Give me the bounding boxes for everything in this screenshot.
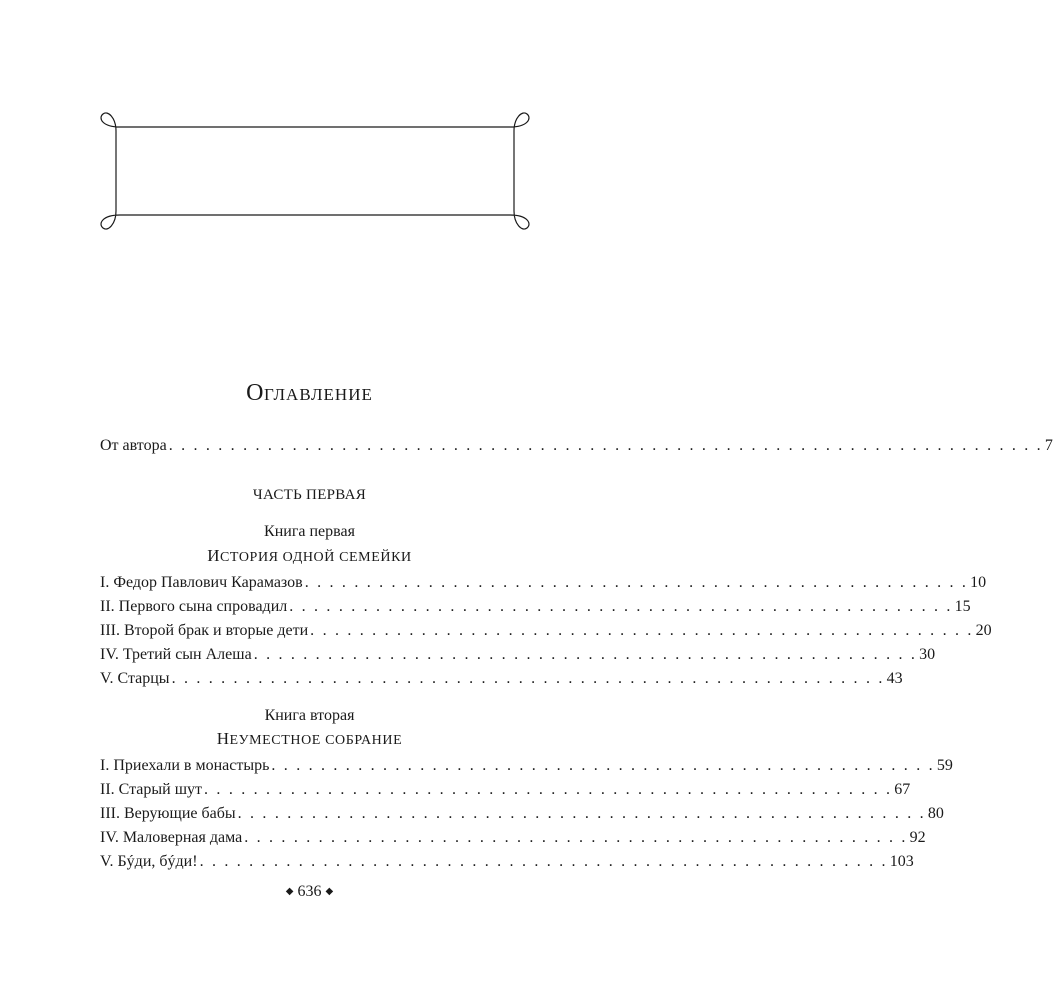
toc-entry-title: III. Верующие бабы bbox=[100, 805, 236, 822]
leader-dots: . . . . . . . . . . . . . . . . . . . . . . . . . . . . . . . . . . . . . . . . . . . . . . . . . . . . . . bbox=[304, 574, 969, 591]
book-label: Книга вторая bbox=[264, 707, 355, 724]
toc-entry-title: IV. Третий сын Алеша bbox=[100, 646, 252, 663]
leader-dots: . . . . . . . . . . . . . . . . . . . . . . . . . . . . . . . . . . . . . . . . . . . . . . . . . . . . . . bbox=[289, 598, 953, 615]
book-label: Книга первая bbox=[264, 523, 355, 540]
toc-entry-page: 43 bbox=[886, 670, 903, 687]
toc-entry[interactable] bbox=[100, 643, 936, 667]
toc-entry-title: I. Приехали в монастырь bbox=[100, 757, 270, 774]
toc-entry[interactable] bbox=[100, 754, 953, 778]
toc-entry-page: 20 bbox=[975, 622, 992, 639]
toc-entry[interactable] bbox=[100, 778, 911, 802]
book-title bbox=[0, 727, 619, 753]
toc-entry-page: 92 bbox=[909, 829, 926, 846]
toc-entry[interactable] bbox=[100, 667, 903, 691]
toc-entry-preface[interactable] bbox=[100, 434, 1053, 458]
toc-entry-page: 7 bbox=[1044, 437, 1053, 454]
book-title-rest: ЕУМЕСТНОЕ СОБРАНИЕ bbox=[229, 733, 403, 748]
leader-dots: . . . . . . . . . . . . . . . . . . . . . . . . . . . . . . . . . . . . . . . . . . . . . . . . . . . . . . bbox=[244, 829, 908, 846]
toc-entry-page: 30 bbox=[919, 646, 936, 663]
toc-entry-title: От автора bbox=[100, 437, 167, 454]
page-title-initial: О bbox=[246, 380, 264, 406]
toc-entry-title: I. Федор Павлович Карамазов bbox=[100, 574, 303, 591]
toc-entry[interactable] bbox=[100, 619, 992, 643]
decorative-frame bbox=[96, 100, 534, 240]
leader-dots: . . . . . . . . . . . . . . . . . . . . . . . . . . . . . . . . . . . . . . . . . . . . . . . . . . . . . . . . . . bbox=[171, 670, 885, 687]
book-title-initial: И bbox=[207, 546, 220, 565]
book-title-rest: СТОРИЯ ОДНОЙ СЕМЕЙКИ bbox=[219, 550, 412, 565]
toc-entry-page: 59 bbox=[936, 757, 953, 774]
part-heading: ЧАСТЬ ПЕРВАЯ bbox=[252, 487, 367, 503]
toc-entry[interactable] bbox=[100, 802, 944, 826]
leader-dots: . . . . . . . . . . . . . . . . . . . . . . . . . . . . . . . . . . . . . . . . . . . . . . . . . . . . . . bbox=[310, 622, 974, 639]
ornament-left-icon: ◆ bbox=[285, 886, 294, 898]
leader-dots: . . . . . . . . . . . . . . . . . . . . . . . . . . . . . . . . . . . . . . . . . . . . . . . . . . . . . . bbox=[271, 757, 935, 774]
toc-entry-title: III. Второй брак и вторые дети bbox=[100, 622, 309, 639]
leader-dots: . . . . . . . . . . . . . . . . . . . . . . . . . . . . . . . . . . . . . . . . . . . . . . . . . . . . . . bbox=[253, 646, 918, 663]
toc-entry-title: II. Первого сына спровадил bbox=[100, 598, 288, 615]
toc-entry-page: 80 bbox=[927, 805, 944, 822]
page-title-rest: ГЛАВЛЕНИЕ bbox=[263, 385, 373, 404]
leader-dots: . . . . . . . . . . . . . . . . . . . . . . . . . . . . . . . . . . . . . . . . . . . . . . . . . . . . . . . . bbox=[237, 805, 926, 822]
toc-entry-page: 67 bbox=[894, 781, 911, 798]
toc-entry[interactable] bbox=[100, 571, 987, 595]
page-footer bbox=[0, 880, 619, 904]
leader-dots: . . . . . . . . . . . . . . . . . . . . . . . . . . . . . . . . . . . . . . . . . . . . . . . . . . . . . . . . bbox=[204, 781, 893, 798]
toc-entry[interactable] bbox=[100, 595, 971, 619]
toc-entry[interactable] bbox=[100, 850, 914, 874]
leader-dots: . . . . . . . . . . . . . . . . . . . . . . . . . . . . . . . . . . . . . . . . . . . . . . . . . . . . . . . . bbox=[199, 853, 888, 870]
book-title-initial: Н bbox=[216, 729, 230, 748]
page-number: 636 bbox=[297, 883, 322, 900]
toc-entry[interactable] bbox=[100, 826, 926, 850]
leader-dots: . . . . . . . . . . . . . . . . . . . . . . . . . . . . . . . . . . . . . . . . . . . . . . . . . . . . . . . . . . . . . . . . . . . . . . . bbox=[168, 437, 1043, 454]
toc-entry-title: II. Старый шут bbox=[100, 781, 203, 798]
toc-entry-page: 10 bbox=[970, 574, 987, 591]
toc-entry-page: 15 bbox=[954, 598, 971, 615]
ornament-right-icon: ◆ bbox=[325, 886, 334, 898]
toc-entry-page: 103 bbox=[889, 853, 914, 870]
book-title bbox=[0, 544, 619, 570]
page-title bbox=[0, 380, 619, 407]
toc-entry-title: IV. Маловерная дама bbox=[100, 829, 243, 846]
toc-entry-title: V. Бýди, бýди! bbox=[100, 853, 198, 870]
toc-entry-title: V. Старцы bbox=[100, 670, 170, 687]
